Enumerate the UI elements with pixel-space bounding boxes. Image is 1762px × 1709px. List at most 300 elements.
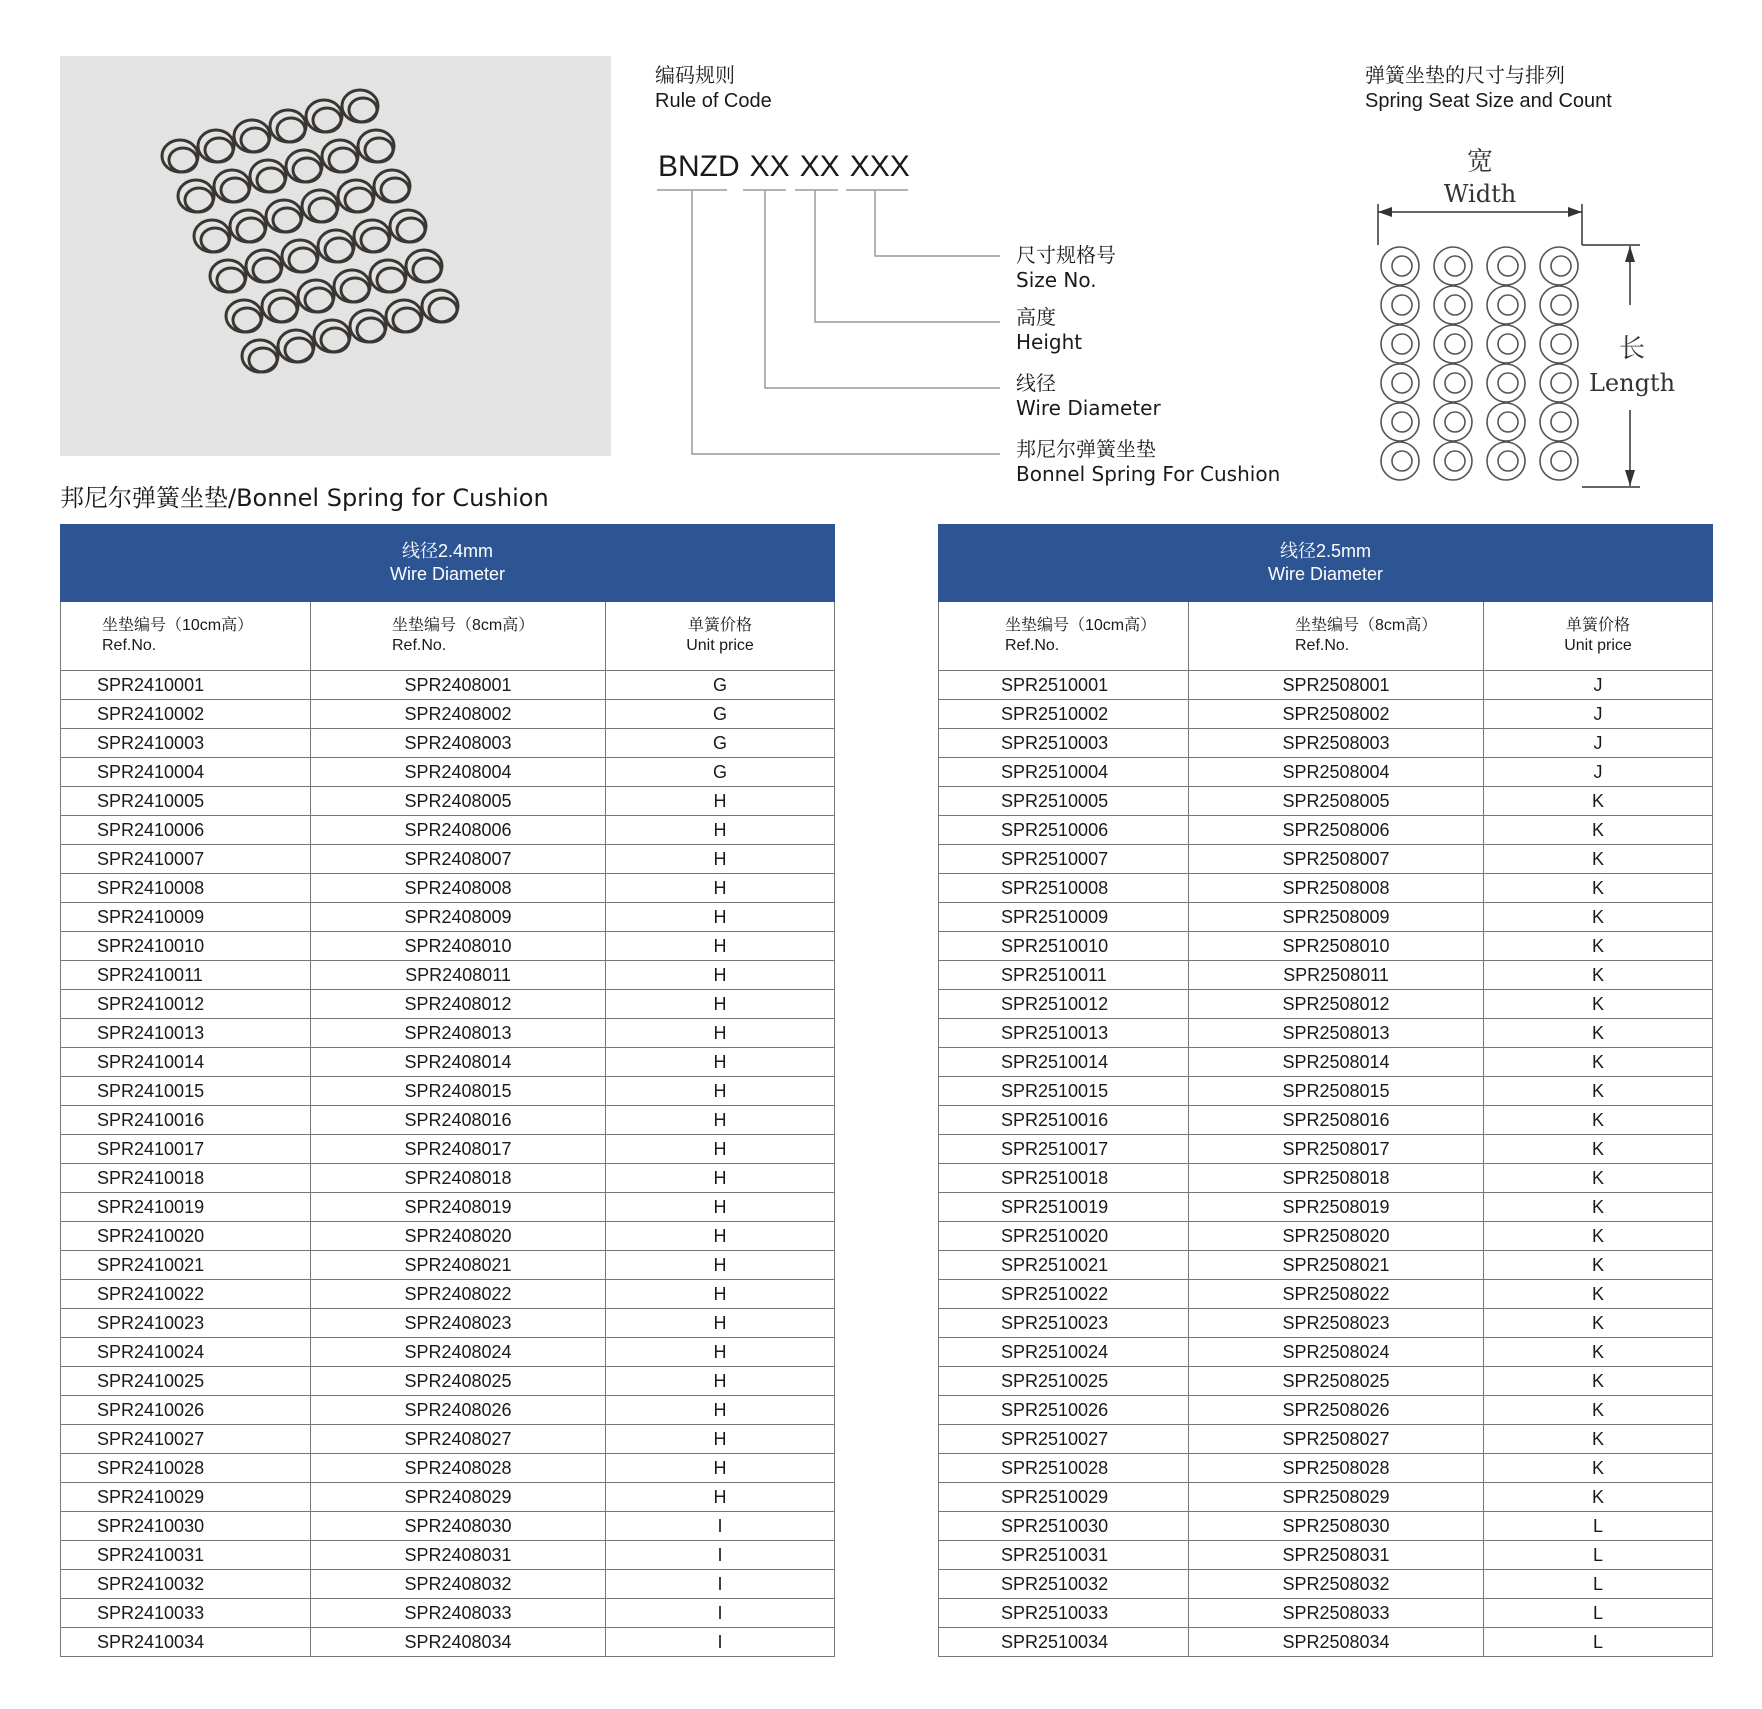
column-header-price: 单簧价格 Unit price — [1484, 602, 1713, 671]
ref-8cm-cell: SPR2408023 — [311, 1309, 606, 1338]
table-row — [61, 1396, 835, 1425]
ref-10cm-cell: SPR2410002 — [61, 700, 311, 729]
table-row — [939, 729, 1713, 758]
coil-spring-icon — [325, 238, 353, 262]
ref-8cm-cell: SPR2508008 — [1189, 874, 1484, 903]
spring-coil-icon — [1381, 364, 1419, 402]
unit-price-cell: G — [606, 671, 835, 700]
ref-8cm-cell: SPR2508029 — [1189, 1483, 1484, 1512]
unit-price-cell: K — [1484, 816, 1713, 845]
coil-spring-icon — [397, 218, 425, 242]
length-label-cn: 长 — [1618, 334, 1646, 364]
code-segment: XX — [799, 150, 840, 183]
unit-price-cell: K — [1484, 1338, 1713, 1367]
unit-price-cell: J — [1484, 729, 1713, 758]
code-segment: BNZD — [658, 150, 740, 183]
table-row — [939, 1367, 1713, 1396]
code-part-en: Size No. — [1016, 268, 1097, 292]
spring-coil-icon — [1381, 247, 1419, 285]
coil-spring-icon — [341, 278, 369, 302]
ref-10cm-cell: SPR2510018 — [939, 1164, 1189, 1193]
ref-10cm-cell: SPR2410026 — [61, 1396, 311, 1425]
coil-spring-icon — [241, 128, 269, 152]
unit-price-cell: H — [606, 1048, 835, 1077]
unit-price-cell: J — [1484, 700, 1713, 729]
unit-price-cell: K — [1484, 1425, 1713, 1454]
ref-10cm-cell: SPR2410032 — [61, 1570, 311, 1599]
table-row — [61, 1106, 835, 1135]
coil-spring-icon — [393, 308, 421, 332]
table-row — [61, 1309, 835, 1338]
product-photo — [60, 56, 611, 456]
unit-price-cell: K — [1484, 990, 1713, 1019]
unit-price-cell: H — [606, 1367, 835, 1396]
code-rule-title-en: Rule of Code — [655, 90, 772, 112]
spring-coil-icon — [1487, 442, 1525, 480]
ref-10cm-cell: SPR2510033 — [939, 1599, 1189, 1628]
unit-price-cell: L — [1484, 1599, 1713, 1628]
table-row — [61, 874, 835, 903]
ref-8cm-cell: SPR2508028 — [1189, 1454, 1484, 1483]
unit-price-cell: L — [1484, 1628, 1713, 1657]
coil-spring-icon — [289, 248, 317, 272]
ref-10cm-cell: SPR2410007 — [61, 845, 311, 874]
ref-8cm-cell: SPR2508034 — [1189, 1628, 1484, 1657]
table-row — [939, 1425, 1713, 1454]
table-row — [939, 1483, 1713, 1512]
spring-coil-icon — [1381, 442, 1419, 480]
unit-price-cell: L — [1484, 1570, 1713, 1599]
ref-8cm-cell: SPR2508014 — [1189, 1048, 1484, 1077]
table-row — [939, 1280, 1713, 1309]
table-row — [61, 1251, 835, 1280]
ref-8cm-cell: SPR2508020 — [1189, 1222, 1484, 1251]
spring-coil-icon — [1540, 325, 1578, 363]
unit-price-cell: I — [606, 1599, 835, 1628]
unit-price-cell: H — [606, 990, 835, 1019]
ref-10cm-cell: SPR2410016 — [61, 1106, 311, 1135]
ref-10cm-cell: SPR2410008 — [61, 874, 311, 903]
size-heading — [1365, 62, 1612, 114]
table-row — [939, 1193, 1713, 1222]
table-row — [939, 1309, 1713, 1338]
unit-price-cell: J — [1484, 671, 1713, 700]
ref-8cm-cell: SPR2408022 — [311, 1280, 606, 1309]
unit-price-cell: K — [1484, 1396, 1713, 1425]
code-part-cn: 高度 — [1016, 305, 1056, 329]
code-segment: XXX — [849, 150, 910, 183]
spring-coil-icon — [1540, 442, 1578, 480]
spring-coil-icon — [1434, 286, 1472, 324]
ref-10cm-cell: SPR2510034 — [939, 1628, 1189, 1657]
table-row — [939, 1454, 1713, 1483]
ref-10cm-cell: SPR2410011 — [61, 961, 311, 990]
ref-8cm-cell: SPR2508018 — [1189, 1164, 1484, 1193]
unit-price-cell: H — [606, 1338, 835, 1367]
spring-coil-icon — [1434, 247, 1472, 285]
ref-8cm-cell: SPR2408033 — [311, 1599, 606, 1628]
ref-10cm-cell: SPR2510017 — [939, 1135, 1189, 1164]
coil-spring-icon — [185, 188, 213, 212]
code-rule-title-cn: 编码规则 — [655, 63, 735, 87]
table-row — [61, 1222, 835, 1251]
unit-price-cell: K — [1484, 1222, 1713, 1251]
ref-8cm-cell: SPR2408019 — [311, 1193, 606, 1222]
coil-spring-icon — [365, 138, 393, 162]
table-row — [939, 990, 1713, 1019]
spring-unit-illustration — [60, 56, 611, 456]
spring-coil-icon — [1434, 442, 1472, 480]
ref-8cm-cell: SPR2408017 — [311, 1135, 606, 1164]
unit-price-cell: K — [1484, 961, 1713, 990]
table-row — [939, 1570, 1713, 1599]
ref-8cm-cell: SPR2508032 — [1189, 1570, 1484, 1599]
coil-spring-icon — [205, 138, 233, 162]
code-part-en: Wire Diameter — [1016, 396, 1161, 420]
ref-10cm-cell: SPR2510028 — [939, 1454, 1189, 1483]
unit-price-cell: K — [1484, 903, 1713, 932]
ref-8cm-cell: SPR2508024 — [1189, 1338, 1484, 1367]
ref-10cm-cell: SPR2510027 — [939, 1425, 1189, 1454]
table-row — [61, 845, 835, 874]
ref-10cm-cell: SPR2510023 — [939, 1309, 1189, 1338]
unit-price-cell: I — [606, 1628, 835, 1657]
unit-price-cell: H — [606, 903, 835, 932]
coil-spring-icon — [329, 148, 357, 172]
ref-8cm-cell: SPR2408026 — [311, 1396, 606, 1425]
width-label-en: Width — [1443, 180, 1517, 208]
table-row — [939, 1106, 1713, 1135]
unit-price-cell: H — [606, 845, 835, 874]
table-row — [61, 1454, 835, 1483]
column-header-ref8: 坐垫编号（8cm高） Ref.No. — [311, 602, 606, 671]
ref-10cm-cell: SPR2410019 — [61, 1193, 311, 1222]
column-header-ref8: 坐垫编号（8cm高） Ref.No. — [1189, 602, 1484, 671]
unit-price-cell: H — [606, 1077, 835, 1106]
table-row — [61, 1512, 835, 1541]
ref-8cm-cell: SPR2508030 — [1189, 1512, 1484, 1541]
code-connector-lines — [650, 186, 1010, 486]
table-row — [939, 1512, 1713, 1541]
table-header-en: Wire Diameter — [1268, 564, 1384, 584]
ref-10cm-cell: SPR2510015 — [939, 1077, 1189, 1106]
ref-8cm-cell: SPR2408020 — [311, 1222, 606, 1251]
ref-10cm-cell: SPR2410014 — [61, 1048, 311, 1077]
table-row — [61, 1338, 835, 1367]
ref-10cm-cell: SPR2410017 — [61, 1135, 311, 1164]
coil-spring-icon — [309, 198, 337, 222]
coil-spring-icon — [201, 228, 229, 252]
table-row — [61, 729, 835, 758]
ref-8cm-cell: SPR2408024 — [311, 1338, 606, 1367]
table-row — [939, 1541, 1713, 1570]
ref-10cm-cell: SPR2410005 — [61, 787, 311, 816]
ref-10cm-cell: SPR2510019 — [939, 1193, 1189, 1222]
unit-price-cell: H — [606, 961, 835, 990]
ref-10cm-cell: SPR2410009 — [61, 903, 311, 932]
table-row — [939, 671, 1713, 700]
ref-10cm-cell: SPR2410003 — [61, 729, 311, 758]
coil-spring-icon — [381, 178, 409, 202]
table-row — [939, 816, 1713, 845]
coil-spring-icon — [349, 98, 377, 122]
ref-8cm-cell: SPR2408015 — [311, 1077, 606, 1106]
ref-10cm-cell: SPR2510009 — [939, 903, 1189, 932]
ref-10cm-cell: SPR2410015 — [61, 1077, 311, 1106]
ref-8cm-cell: SPR2508013 — [1189, 1019, 1484, 1048]
ref-10cm-cell: SPR2410024 — [61, 1338, 311, 1367]
table-row — [61, 1483, 835, 1512]
spring-coil-icon — [1381, 286, 1419, 324]
unit-price-cell: H — [606, 1135, 835, 1164]
unit-price-cell: H — [606, 874, 835, 903]
code-part-en: Bonnel Spring For Cushion — [1016, 462, 1281, 486]
table-header — [939, 525, 1713, 602]
spring-coil-icon — [1540, 247, 1578, 285]
code-rule-heading — [655, 62, 772, 114]
table-row — [939, 758, 1713, 787]
unit-price-cell: L — [1484, 1541, 1713, 1570]
table-row — [61, 961, 835, 990]
coil-spring-icon — [357, 318, 385, 342]
table-row — [61, 1628, 835, 1657]
unit-price-cell: K — [1484, 1019, 1713, 1048]
ref-10cm-cell: SPR2410018 — [61, 1164, 311, 1193]
ref-10cm-cell: SPR2510030 — [939, 1512, 1189, 1541]
ref-10cm-cell: SPR2410030 — [61, 1512, 311, 1541]
ref-8cm-cell: SPR2408028 — [311, 1454, 606, 1483]
table-row — [61, 700, 835, 729]
ref-10cm-cell: SPR2410001 — [61, 671, 311, 700]
length-label-en: Length — [1588, 369, 1676, 397]
size-title-en: Spring Seat Size and Count — [1365, 90, 1612, 112]
ref-8cm-cell: SPR2408016 — [311, 1106, 606, 1135]
table-row — [939, 1251, 1713, 1280]
ref-10cm-cell: SPR2510012 — [939, 990, 1189, 1019]
coil-spring-icon — [429, 298, 457, 322]
ref-10cm-cell: SPR2510014 — [939, 1048, 1189, 1077]
coil-spring-icon — [377, 268, 405, 292]
unit-price-cell: H — [606, 816, 835, 845]
unit-price-cell: K — [1484, 1048, 1713, 1077]
table-header-en: Wire Diameter — [390, 564, 506, 584]
unit-price-cell: K — [1484, 1483, 1713, 1512]
ref-8cm-cell: SPR2508021 — [1189, 1251, 1484, 1280]
table-header — [61, 525, 835, 602]
ref-8cm-cell: SPR2508016 — [1189, 1106, 1484, 1135]
ref-8cm-cell: SPR2508001 — [1189, 671, 1484, 700]
table-row — [939, 1077, 1713, 1106]
ref-8cm-cell: SPR2508033 — [1189, 1599, 1484, 1628]
ref-8cm-cell: SPR2508022 — [1189, 1280, 1484, 1309]
ref-8cm-cell: SPR2508002 — [1189, 700, 1484, 729]
ref-10cm-cell: SPR2510020 — [939, 1222, 1189, 1251]
ref-8cm-cell: SPR2508006 — [1189, 816, 1484, 845]
coil-spring-icon — [321, 328, 349, 352]
ref-8cm-cell: SPR2408014 — [311, 1048, 606, 1077]
table-row — [61, 1280, 835, 1309]
ref-8cm-cell: SPR2508010 — [1189, 932, 1484, 961]
ref-10cm-cell: SPR2510016 — [939, 1106, 1189, 1135]
ref-10cm-cell: SPR2410004 — [61, 758, 311, 787]
ref-8cm-cell: SPR2408001 — [311, 671, 606, 700]
table-row — [61, 1077, 835, 1106]
table-row — [61, 1599, 835, 1628]
table-row — [61, 671, 835, 700]
coil-spring-icon — [169, 148, 197, 172]
spring-coil-icon — [1381, 403, 1419, 441]
ref-10cm-cell: SPR2510029 — [939, 1483, 1189, 1512]
coil-spring-icon — [361, 228, 389, 252]
unit-price-cell: H — [606, 1454, 835, 1483]
ref-8cm-cell: SPR2408034 — [311, 1628, 606, 1657]
ref-10cm-cell: SPR2510011 — [939, 961, 1189, 990]
table-row — [939, 1396, 1713, 1425]
spring-coil-icon — [1487, 325, 1525, 363]
table-row — [61, 1541, 835, 1570]
unit-price-cell: I — [606, 1570, 835, 1599]
spring-coil-icon — [1540, 364, 1578, 402]
code-part-size — [1016, 243, 1116, 293]
table-row — [939, 1222, 1713, 1251]
ref-8cm-cell: SPR2408011 — [311, 961, 606, 990]
coil-spring-icon — [269, 298, 297, 322]
spring-coil-icon — [1487, 286, 1525, 324]
unit-price-cell: I — [606, 1541, 835, 1570]
spring-coil-icon — [1487, 364, 1525, 402]
unit-price-cell: K — [1484, 1309, 1713, 1338]
unit-price-cell: K — [1484, 874, 1713, 903]
ref-10cm-cell: SPR2510026 — [939, 1396, 1189, 1425]
unit-price-cell: H — [606, 1309, 835, 1338]
table-row — [939, 845, 1713, 874]
ref-10cm-cell: SPR2410010 — [61, 932, 311, 961]
ref-8cm-cell: SPR2508004 — [1189, 758, 1484, 787]
coil-spring-icon — [277, 118, 305, 142]
ref-8cm-cell: SPR2408025 — [311, 1367, 606, 1396]
table-header-cn: 线径2.4mm — [402, 541, 494, 561]
table-row — [939, 874, 1713, 903]
coil-spring-icon — [217, 268, 245, 292]
unit-price-cell: K — [1484, 1077, 1713, 1106]
spring-coil-icon — [1540, 286, 1578, 324]
spring-coil-icon — [1487, 247, 1525, 285]
coil-spring-icon — [233, 308, 261, 332]
size-title-cn: 弹簧坐垫的尺寸与排列 — [1365, 63, 1565, 87]
product-title: 邦尼尔弹簧坐垫/Bonnel Spring for Cushion — [60, 484, 549, 512]
code-part-cn: 尺寸规格号 — [1016, 243, 1116, 267]
coil-spring-icon — [285, 338, 313, 362]
ref-10cm-cell: SPR2410021 — [61, 1251, 311, 1280]
spring-coil-icon — [1434, 403, 1472, 441]
unit-price-cell: K — [1484, 1164, 1713, 1193]
table-row — [61, 1019, 835, 1048]
coil-spring-icon — [305, 288, 333, 312]
unit-price-cell: K — [1484, 1193, 1713, 1222]
unit-price-cell: H — [606, 1483, 835, 1512]
ref-8cm-cell: SPR2408005 — [311, 787, 606, 816]
ref-10cm-cell: SPR2510004 — [939, 758, 1189, 787]
unit-price-cell: G — [606, 758, 835, 787]
ref-10cm-cell: SPR2410025 — [61, 1367, 311, 1396]
ref-8cm-cell: SPR2508007 — [1189, 845, 1484, 874]
table-row — [61, 758, 835, 787]
ref-8cm-cell: SPR2508027 — [1189, 1425, 1484, 1454]
unit-price-cell: H — [606, 1396, 835, 1425]
ref-8cm-cell: SPR2508003 — [1189, 729, 1484, 758]
ref-10cm-cell: SPR2510025 — [939, 1367, 1189, 1396]
unit-price-cell: H — [606, 1280, 835, 1309]
code-pattern — [658, 150, 920, 184]
ref-10cm-cell: SPR2410027 — [61, 1425, 311, 1454]
unit-price-cell: G — [606, 700, 835, 729]
ref-10cm-cell: SPR2410006 — [61, 816, 311, 845]
unit-price-cell: K — [1484, 1135, 1713, 1164]
unit-price-cell: K — [1484, 1367, 1713, 1396]
ref-10cm-cell: SPR2410020 — [61, 1222, 311, 1251]
ref-10cm-cell: SPR2510006 — [939, 816, 1189, 845]
ref-10cm-cell: SPR2510008 — [939, 874, 1189, 903]
unit-price-cell: H — [606, 1019, 835, 1048]
coil-spring-icon — [345, 188, 373, 212]
ref-8cm-cell: SPR2408004 — [311, 758, 606, 787]
unit-price-cell: K — [1484, 787, 1713, 816]
unit-price-cell: H — [606, 1106, 835, 1135]
ref-8cm-cell: SPR2508012 — [1189, 990, 1484, 1019]
coil-spring-icon — [249, 348, 277, 372]
table-row — [939, 1338, 1713, 1367]
table-row — [61, 1570, 835, 1599]
ref-8cm-cell: SPR2408018 — [311, 1164, 606, 1193]
ref-8cm-cell: SPR2408002 — [311, 700, 606, 729]
unit-price-cell: H — [606, 1193, 835, 1222]
table-row — [939, 1628, 1713, 1657]
table-row — [61, 1193, 835, 1222]
unit-price-cell: K — [1484, 845, 1713, 874]
table-row — [61, 816, 835, 845]
table-row — [939, 700, 1713, 729]
ref-8cm-cell: SPR2408003 — [311, 729, 606, 758]
table-header-cn: 线径2.5mm — [1280, 541, 1372, 561]
spring-coil-icon — [1540, 403, 1578, 441]
ref-8cm-cell: SPR2408013 — [311, 1019, 606, 1048]
table-row — [939, 961, 1713, 990]
table-row — [939, 787, 1713, 816]
table-row — [61, 1425, 835, 1454]
code-segment: XX — [749, 150, 790, 183]
ref-10cm-cell: SPR2510003 — [939, 729, 1189, 758]
unit-price-cell: I — [606, 1512, 835, 1541]
ref-8cm-cell: SPR2408030 — [311, 1512, 606, 1541]
ref-8cm-cell: SPR2408032 — [311, 1570, 606, 1599]
table-row — [939, 1164, 1713, 1193]
ref-10cm-cell: SPR2510001 — [939, 671, 1189, 700]
ref-10cm-cell: SPR2410034 — [61, 1628, 311, 1657]
ref-10cm-cell: SPR2510005 — [939, 787, 1189, 816]
ref-10cm-cell: SPR2410013 — [61, 1019, 311, 1048]
ref-10cm-cell: SPR2510032 — [939, 1570, 1189, 1599]
coil-spring-icon — [221, 178, 249, 202]
ref-8cm-cell: SPR2408021 — [311, 1251, 606, 1280]
ref-8cm-cell: SPR2508023 — [1189, 1309, 1484, 1338]
ref-8cm-cell: SPR2408007 — [311, 845, 606, 874]
ref-10cm-cell: SPR2510024 — [939, 1338, 1189, 1367]
table-row — [61, 1135, 835, 1164]
ref-10cm-cell: SPR2510021 — [939, 1251, 1189, 1280]
table-row — [61, 1367, 835, 1396]
ref-10cm-cell: SPR2410023 — [61, 1309, 311, 1338]
ref-8cm-cell: SPR2408006 — [311, 816, 606, 845]
